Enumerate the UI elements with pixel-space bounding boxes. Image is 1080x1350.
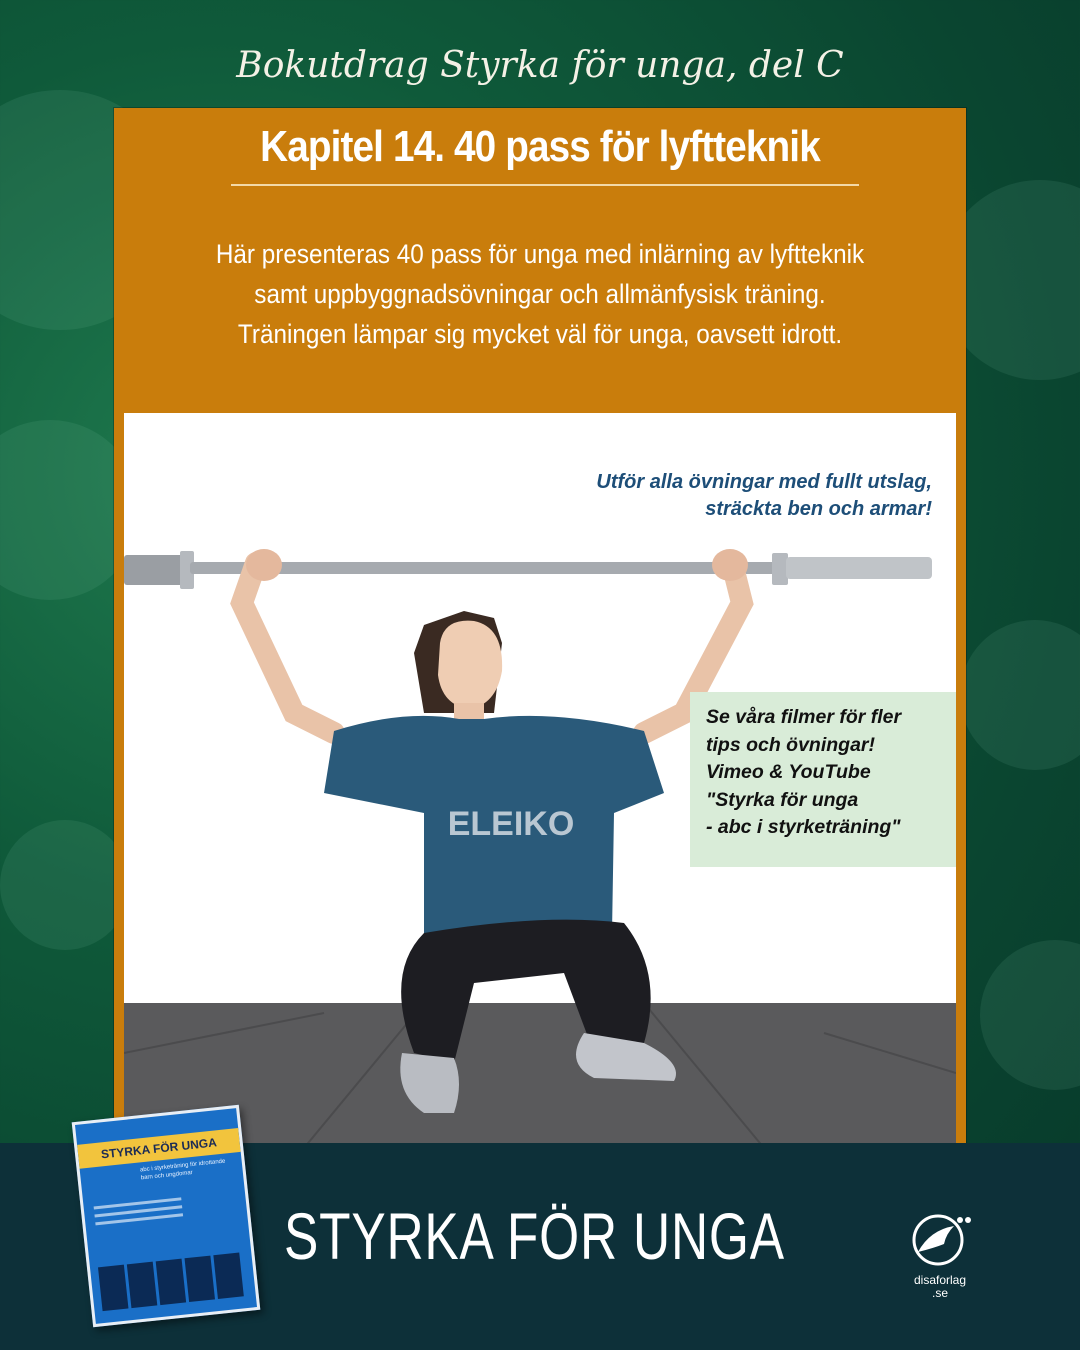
barbell-sleeve-right (786, 557, 932, 579)
title-divider (231, 184, 859, 186)
book-cover (72, 1105, 261, 1327)
book-cover-photo-strip (98, 1253, 244, 1312)
gym-floor (124, 1003, 956, 1148)
tip-line: - abc i styrketräning" (706, 816, 901, 838)
right-hand (712, 549, 748, 581)
publisher-logo (900, 1208, 980, 1308)
barbell-collar-right (772, 553, 788, 585)
tip-line: Vimeo & YouTube (706, 761, 871, 783)
callout-line: Utför alla övningar med fullt utslag, (596, 471, 932, 493)
chapter-title: Kapitel 14. 40 pass för lyftteknik (260, 122, 820, 171)
technique-callout (596, 469, 932, 523)
bokeh-light (980, 940, 1080, 1090)
publisher-name (900, 1274, 980, 1300)
barbell-sleeve-left (124, 555, 184, 585)
left-hand (246, 549, 282, 581)
publisher-line: .se (931, 1286, 948, 1300)
tip-line: Se våra filmer för fler (706, 706, 902, 728)
tip-line: tips och övningar! (706, 733, 876, 756)
footer-brand-title: STYRKA FÖR UNGA (284, 1199, 785, 1273)
tip-line: "Styrka för unga (706, 788, 859, 811)
bokeh-light (960, 620, 1080, 770)
book-cover-text-lines (93, 1192, 184, 1230)
chapter-intro (150, 234, 930, 354)
header-title: Bokutdrag Styrka för unga, del C (236, 45, 844, 86)
bokeh-light (0, 820, 130, 950)
publisher-line: disaforlag (913, 1273, 967, 1287)
book-cover-subtitle: abc i styrketräning för idrottande barn och ungdomar (139, 1158, 226, 1182)
callout-line: sträckta ben och armar! (705, 498, 932, 520)
exercise-photo (124, 413, 956, 1148)
intro-line: Här presenteras 40 pass för unga med inlärning av lyftteknik (215, 239, 865, 269)
book-cover-title: STYRKA FÖR UNGA (77, 1128, 241, 1169)
intro-line: Träningen lämpar sig mycket väl för unga, oavsett idrott. (237, 319, 843, 349)
bird-icon (900, 1208, 980, 1272)
video-tip-box (690, 692, 956, 867)
intro-line: samt uppbyggnadsövningar och allmänfysisk träning. (254, 279, 826, 309)
left-arm (242, 563, 334, 733)
shirt-logo: ELEIKO (447, 805, 575, 843)
